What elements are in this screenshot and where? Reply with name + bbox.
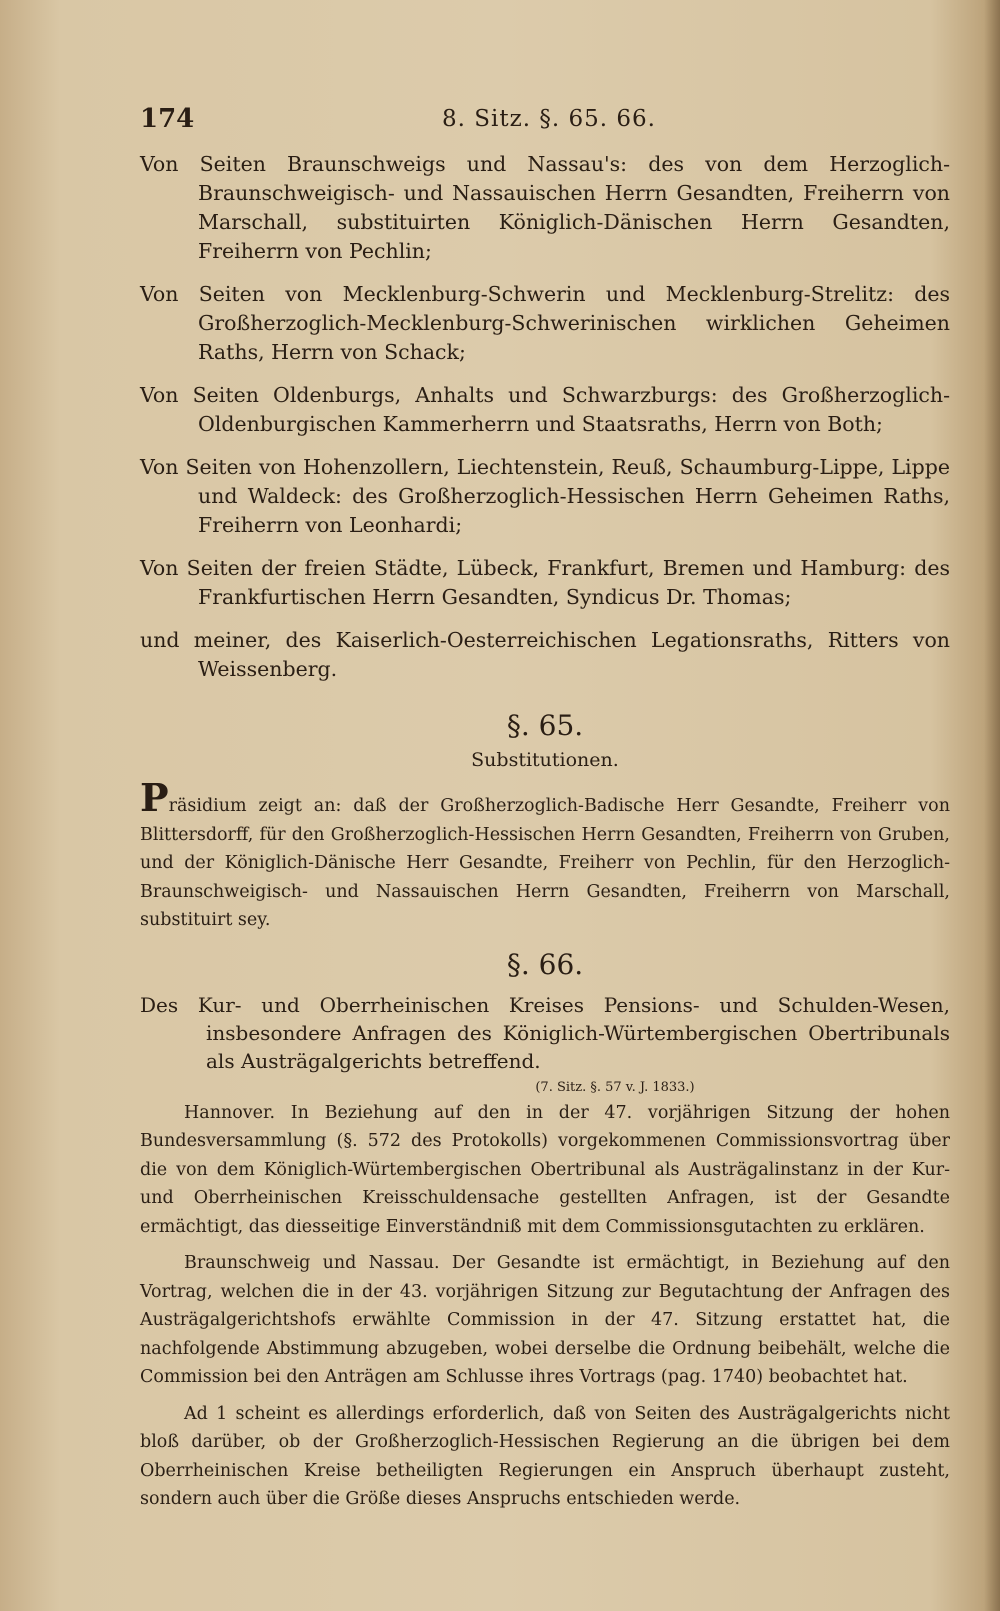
delegation-entry: Von Seiten der freien Städte, Lübeck, Frankfurt, Bremen und Hamburg: des Frankfurtischen Herrn Gesandten, Syndicus Dr. Thomas; bbox=[140, 556, 950, 609]
page-header bbox=[140, 104, 950, 144]
section-number: §. 66. bbox=[506, 947, 584, 981]
section-65 bbox=[140, 706, 950, 935]
cross-reference: (7. Sitz. §. 57 v. J. 1833.) bbox=[535, 1079, 695, 1095]
vote-hannover: Hannover. In Beziehung auf den in der 47. vorjährigen Sitzung der hohen Bundesversammlung (§. 572 des Protokolls) vorgekommenen Commissionsvortrag über die von dem Königlich-Würtembergischen Obertribunal als Austrägalinstanz in der Kur- und Oberrheinischen Kreisschuldensache gestellten Anfragen, ist der Gesandte ermächtigt, das diesseitige Einverständniß mit dem Commissionsgutachten zu erklären. bbox=[140, 1102, 950, 1237]
delegation-entry: Von Seiten von Mecklenburg-Schwerin und Mecklenburg-Strelitz: des Großherzoglich-Mecklenburg-Schwerinischen wirklichen Geheimen Raths, Herrn von Schack; bbox=[140, 282, 950, 364]
delegation-entry: Von Seiten Braunschweigs und Nassau's: des von dem Herzoglich-Braunschweigisch- und Nassauischen Herrn Gesandten, Freiherrn von Marschall, substituirten Königlich-Dänischen Herrn Gesandten, Freiherrn von Pechlin; bbox=[140, 152, 950, 263]
section-title: Substitutionen. bbox=[471, 749, 619, 771]
vote-braunschweig-nassau: Braunschweig und Nassau. Der Gesandte ist ermächtigt, in Beziehung auf den Vortrag, welchen die in der 43. vorjährigen Sitzung zur Begutachtung der Anfragen des Austrägalgerichtshofs erwählte Commission in der 47. Sitzung erstattet hat, die nachfolgende Abstimmung abzugeben, wobei derselbe die Ordnung beibehält, welche die Commission bei den Anträgen am Schlusse ihres Vortrags (pag. 1740) beobachtet hat. bbox=[140, 1253, 950, 1387]
section-number: §. 65. bbox=[506, 709, 584, 742]
section-title: Des Kur- und Oberrheinischen Kreises Pensions- und Schulden-Wesen, insbesondere Anfragen des Königlich-Würtembergischen Obertribunals als Austrägalgerichts betreffend. bbox=[140, 992, 950, 1073]
delegation-entry: und meiner, des Kaiserlich-Oesterreichischen Legationsraths, Ritters von Weissenberg. bbox=[140, 628, 950, 681]
page-edge-shadow bbox=[984, 0, 1000, 1611]
page-number: 174 bbox=[140, 104, 195, 134]
vote-ad-1: Ad 1 scheint es allerdings erforderlich, daß von Seiten des Austrägalgerichts nicht bloß darüber, ob der Großherzoglich-Hessischen Regierung an die übrigen bei dem Oberrheinischen Kreise betheiligten Regierungen ein Anspruch überhaupt zusteht, sondern auch über die Größe dieses Anspruchs entschieden werde. bbox=[140, 1403, 950, 1509]
delegation-entry: Von Seiten von Hohenzollern, Liechtenstein, Reuß, Schaumburg-Lippe, Lippe und Waldeck: des Großherzoglich-Hessischen Herrn Geheimen Raths, Freiherrn von Leonhardi; bbox=[140, 455, 950, 537]
section-66 bbox=[140, 945, 950, 1514]
delegation-entry: Von Seiten Oldenburgs, Anhalts und Schwarzburgs: des Großherzoglich-Oldenburgischen Kammerherrn und Staatsraths, Herrn von Both; bbox=[140, 383, 950, 436]
section-text: Präsidium zeigt an: daß der Großherzoglich-Badische Herr Gesandte, Freiherr von Blittersdorff, für den Großherzoglich-Hessischen Herrn Gesandten, Freiherrn von Gruben, und der Königlich-Dänische Herr Gesandte, Freiherr von Pechlin, für den Herzoglich-Braunschweigisch- und Nassauischen Herrn Gesandten, Freiherrn von Marschall, substituirt sey. bbox=[140, 775, 950, 930]
running-head: 8. Sitz. §. 65. 66. bbox=[442, 106, 656, 132]
page-body bbox=[140, 150, 950, 1514]
